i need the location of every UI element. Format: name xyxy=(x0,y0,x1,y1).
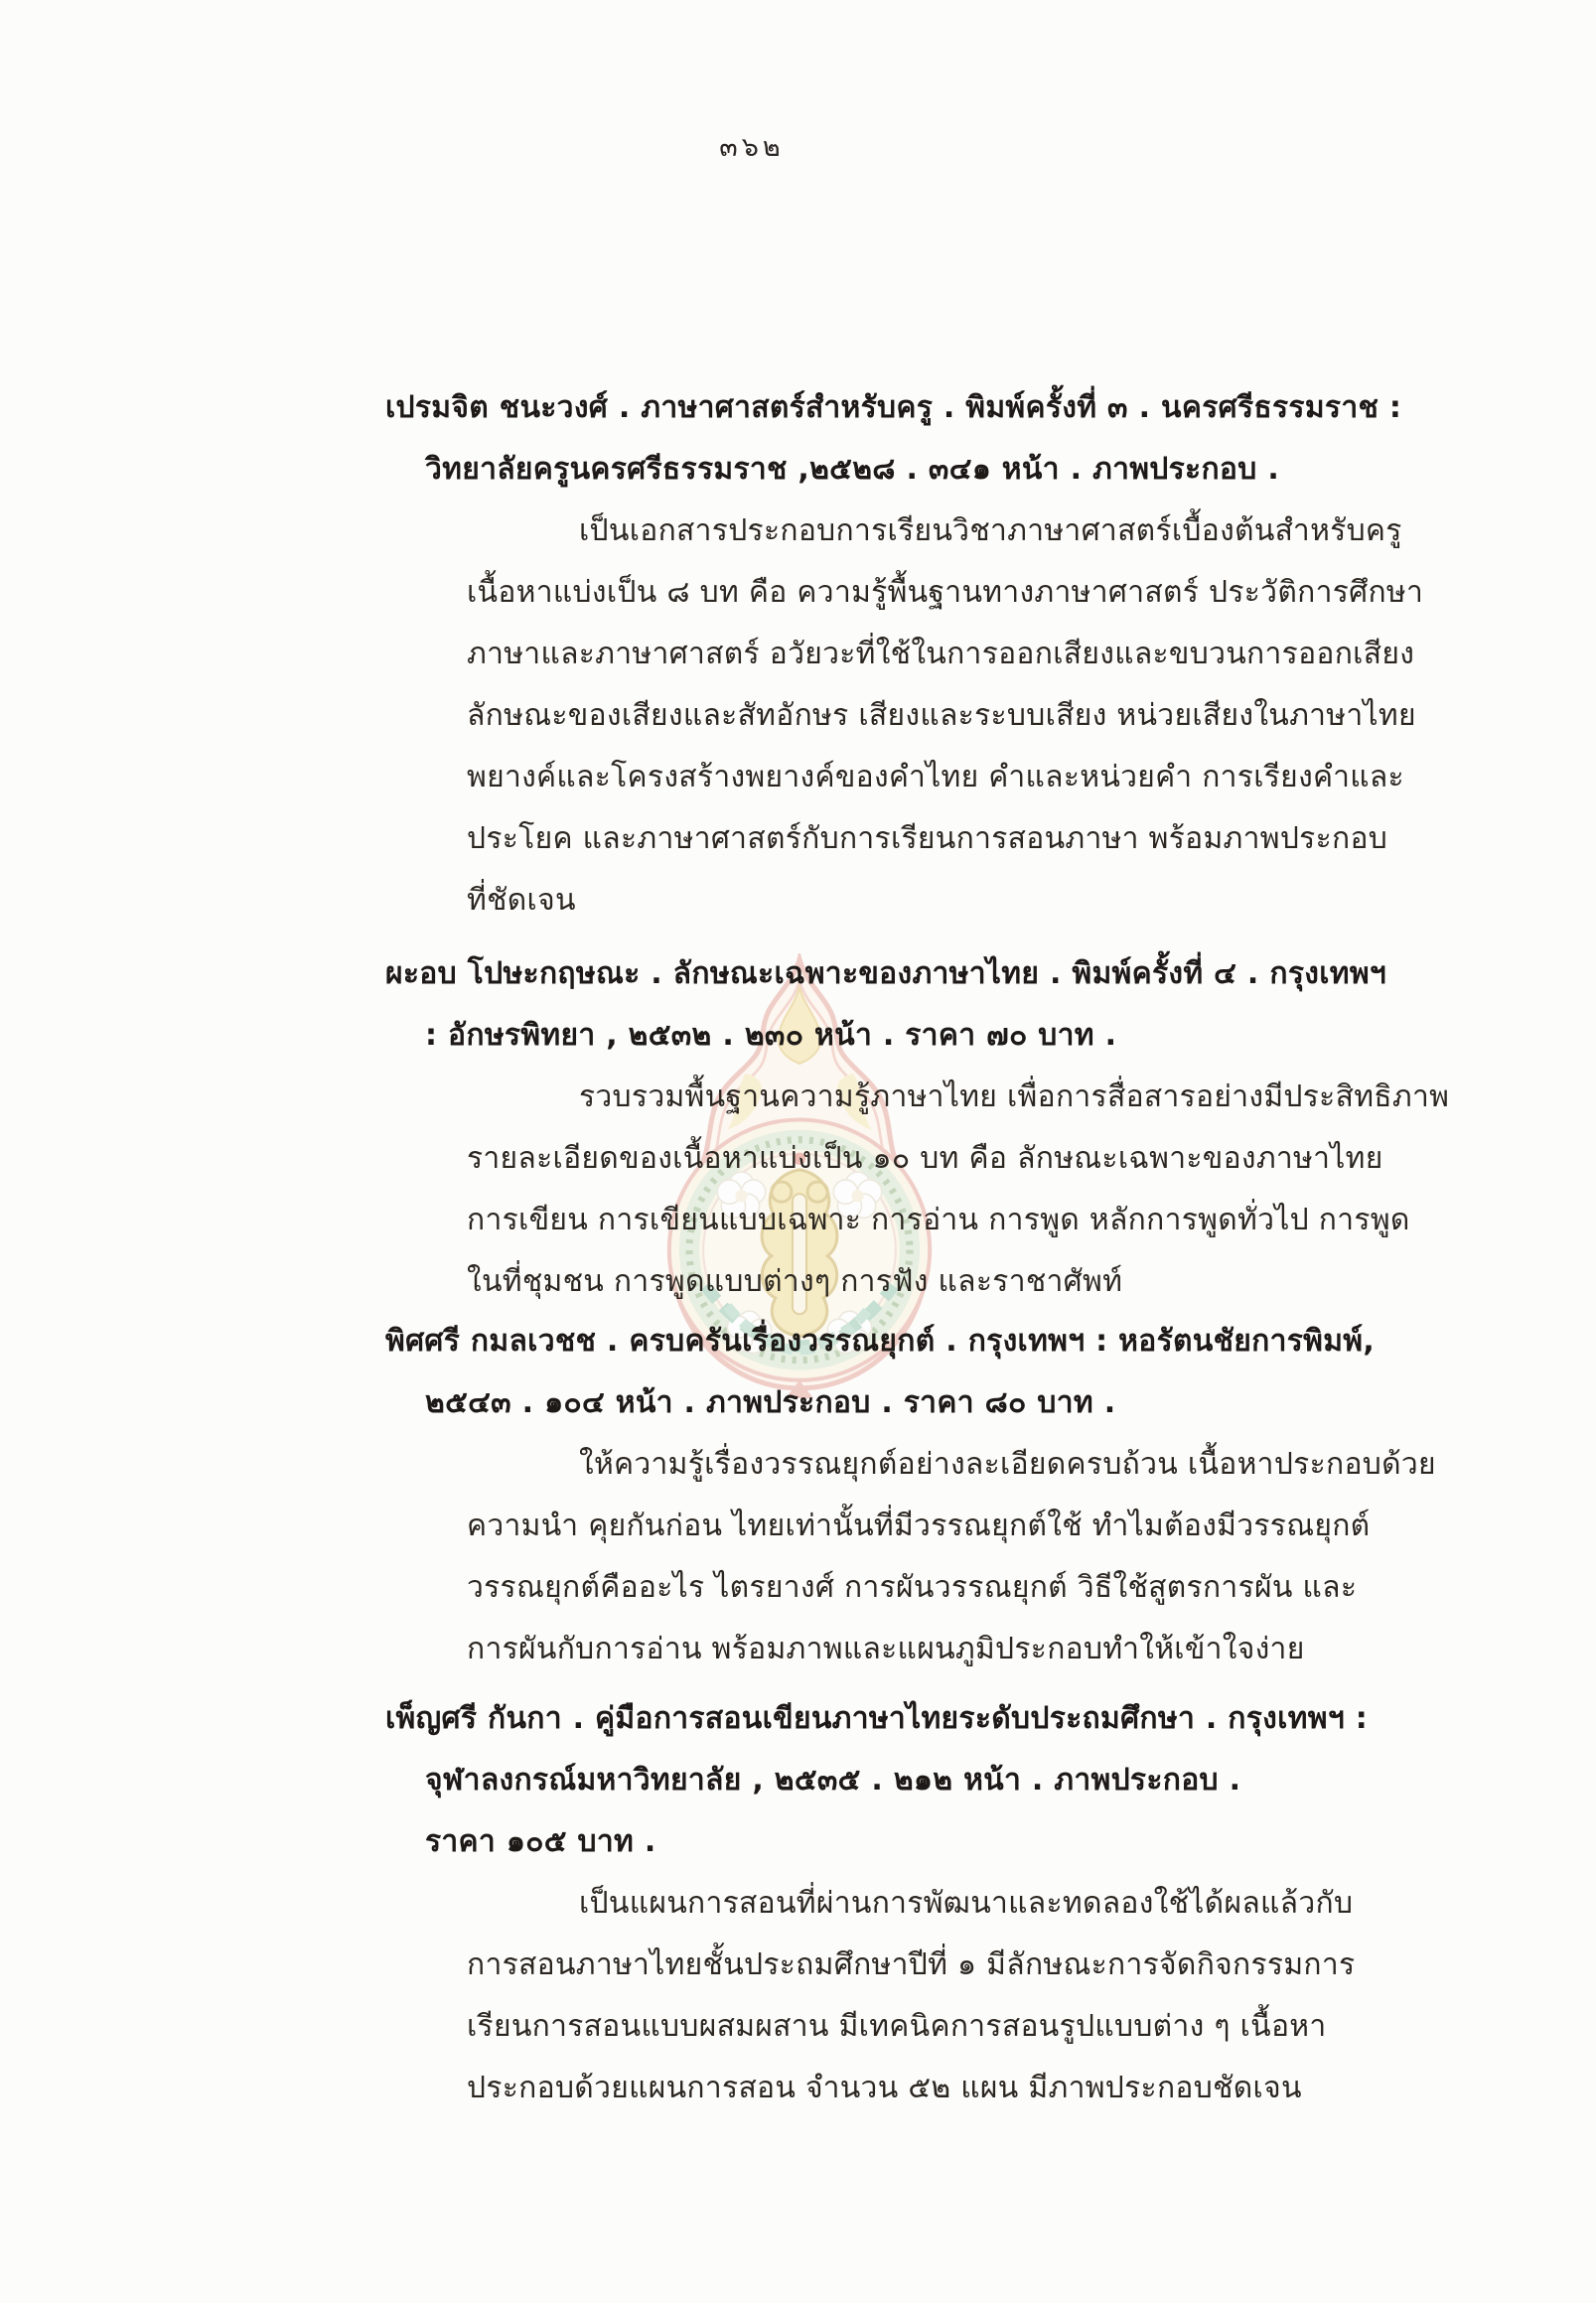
description-line: การผันกับการอ่าน พร้อมภาพและแผนภูมิประกอบทำให้เข้าใจง่าย xyxy=(467,1632,1305,1666)
citation-line: จุฬาลงกรณ์มหาวิทยาลัย , ๒๕๓๕ . ๒๑๒ หน้า . ภาพประกอบ . xyxy=(425,1763,1241,1798)
description-line: รายละเอียดของเนื้อหาแบ่งเป็น ๑๐ บท คือ ลักษณะเฉพาะของภาษาไทย xyxy=(467,1141,1383,1176)
description-line: เป็นแผนการสอนที่ผ่านการพัฒนาและทดลองใช้ได้ผลแล้วกับ xyxy=(579,1886,1354,1921)
description-line: เรียนการสอนแบบผสมผสาน มีเทคนิคการสอนรูปแบบต่าง ๆ เนื้อหา xyxy=(467,2009,1327,2044)
bibliography-entry-3 xyxy=(0,1311,1596,1680)
citation-line: เปรมจิต ชนะวงศ์ . ภาษาศาสตร์สำหรับครู . พิมพ์ครั้งที่ ๓ . นครศรีธรรมราช : xyxy=(385,390,1402,425)
bibliography-entry-1 xyxy=(0,377,1596,932)
page-number: ๓๖๒ xyxy=(719,132,785,163)
bibliography-entry-2 xyxy=(0,943,1596,1313)
description-line: พยางค์และโครงสร้างพยางค์ของคำไทย คำและหน่วยคำ การเรียงคำและ xyxy=(467,760,1404,794)
description-line: รวบรวมพื้นฐานความรู้ภาษาไทย เพื่อการสื่อสารอย่างมีประสิทธิภาพ xyxy=(579,1080,1450,1114)
description-line: ลักษณะของเสียงและสัทอักษร เสียงและระบบเสียง หน่วยเสียงในภาษาไทย xyxy=(467,698,1416,733)
description-line: ที่ชัดเจน xyxy=(467,883,576,918)
description-line: วรรณยุกต์คืออะไร ไตรยางศ์ การผันวรรณยุกต์ วิธีใช้สูตรการผัน และ xyxy=(467,1570,1358,1605)
citation-line: พิศศรี กมลเวชช . ครบครันเรื่องวรรณยุกต์ . กรุงเทพฯ : หอรัตนชัยการพิมพ์, xyxy=(385,1324,1376,1359)
citation-line: ราคา ๑๐๕ บาท . xyxy=(425,1824,656,1859)
bibliography-entry-4 xyxy=(0,1688,1596,2119)
citation-line: เพ็ญศรี กันกา . คู่มือการสอนเขียนภาษาไทยระดับประถมศึกษา . กรุงเทพฯ : xyxy=(385,1701,1369,1736)
description-line: ความนำ คุยกันก่อน ไทยเท่านั้นที่มีวรรณยุกต์ใช้ ทำไมต้องมีวรรณยุกต์ xyxy=(467,1509,1371,1543)
citation-line: วิทยาลัยครูนครศรีธรรมราช ,๒๕๒๘ . ๓๔๑ หน้า . ภาพประกอบ . xyxy=(425,452,1280,487)
description-line: การเขียน การเขียนแบบเฉพาะ การอ่าน การพูด หลักการพูดทั่วไป การพูด xyxy=(467,1203,1410,1237)
description-line: เนื้อหาแบ่งเป็น ๘ บท คือ ความรู้พื้นฐานทางภาษาศาสตร์ ประวัติการศึกษา xyxy=(467,575,1424,610)
citation-line: : อักษรพิทยา , ๒๕๓๒ . ๒๓๐ หน้า . ราคา ๗๐ บาท . xyxy=(425,1018,1117,1053)
description-line: ในที่ชุมชน การพูดแบบต่างๆ การฟัง และราชาศัพท์ xyxy=(467,1264,1123,1299)
description-line: เป็นเอกสารประกอบการเรียนวิชาภาษาศาสตร์เบื้องต้นสำหรับครู xyxy=(579,513,1402,548)
description-line: ภาษาและภาษาศาสตร์ อวัยวะที่ใช้ในการออกเสียงและขบวนการออกเสียง xyxy=(467,637,1415,671)
description-line: ให้ความรู้เรื่องวรรณยุกต์อย่างละเอียดครบถ้วน เนื้อหาประกอบด้วย xyxy=(579,1447,1436,1482)
citation-line: ผะอบ โปษะกฤษณะ . ลักษณะเฉพาะของภาษาไทย . พิมพ์ครั้งที่ ๔ . กรุงเทพฯ xyxy=(385,956,1387,991)
citation-line: ๒๕๔๓ . ๑๐๔ หน้า . ภาพประกอบ . ราคา ๘๐ บาท . xyxy=(425,1385,1116,1420)
description-line: ประโยค และภาษาศาสตร์กับการเรียนการสอนภาษา พร้อมภาพประกอบ xyxy=(467,821,1388,856)
description-line: ประกอบด้วยแผนการสอน จำนวน ๕๒ แผน มีภาพประกอบชัดเจน xyxy=(467,2071,1302,2105)
description-line: การสอนภาษาไทยชั้นประถมศึกษาปีที่ ๑ มีลักษณะการจัดกิจกรรมการ xyxy=(467,1947,1356,1982)
